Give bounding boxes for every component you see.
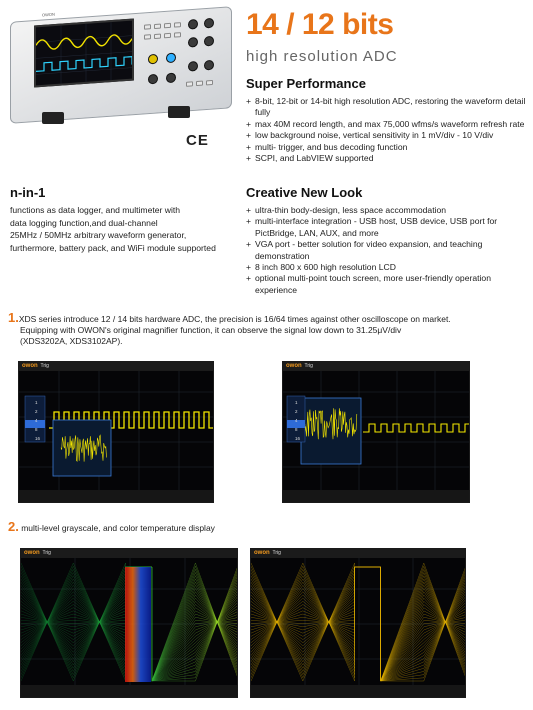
control-panel — [140, 13, 226, 105]
scope-statusbar — [19, 490, 213, 502]
list-item: + max 40M record length, and max 75,000 wfms/s waveform refresh rate — [246, 118, 525, 129]
list-item: + low background noise, vertical sensitivity in 1 mV/div - 10 V/div — [246, 130, 494, 141]
zoom-menu: 1 2 4 8 16 — [35, 400, 41, 441]
super-performance-title: Super Performance — [246, 76, 366, 91]
device-screen — [34, 19, 134, 88]
list-item: + multi- trigger, and bus decoding function — [246, 141, 408, 152]
creative-look-list — [246, 205, 528, 296]
list-item: + optional multi-point touch screen, more user-friendly operation experience — [246, 273, 491, 295]
note-number: 1. — [8, 310, 19, 325]
list-item: + SCPI, and LabVIEW supported — [246, 153, 374, 164]
oscilloscope-product-image — [8, 8, 236, 126]
scope-statusbar — [21, 685, 237, 697]
scope-screen-magnifier-zoomed — [282, 361, 470, 503]
note-2: 2. multi-level grayscale, and color temperature display — [8, 519, 215, 534]
scope-screen-color-temperature — [20, 548, 238, 698]
device-foot — [42, 112, 64, 124]
creative-look-title: Creative New Look — [246, 185, 363, 200]
device-brand-label: OWON — [42, 11, 55, 18]
list-item: + 8 inch 800 x 600 high resolution LCD — [246, 262, 396, 273]
scope-topbar: owon Trig — [21, 549, 237, 558]
scope-statusbar — [251, 685, 465, 697]
ce-mark: CE — [186, 132, 209, 149]
zoom-menu: 1 2 4 8 16 — [295, 400, 301, 441]
device-foot — [168, 106, 190, 118]
page-title: 14 / 12 bits — [246, 8, 394, 41]
scope-statusbar — [283, 490, 469, 502]
scope-topbar: owon Trig — [19, 362, 213, 371]
scope-topbar: owon Trig — [283, 362, 469, 371]
page-subtitle: high resolution ADC — [246, 48, 398, 65]
list-item: + 8-bit, 12-bit or 14-bit high resolution ADC, restoring the waveform detail fully — [246, 96, 526, 118]
scope-screen-grayscale — [250, 548, 466, 698]
list-item: + ultra-thin body-design, less space accommodation — [246, 205, 447, 215]
note-number: 2. — [8, 519, 19, 534]
n-in-1-title: n-in-1 — [10, 185, 46, 200]
n-in-1-text: functions as data logger, and multimeter with data logging function,and dual-channel 25MHz / 50MHz arbitrary waveform generator, furthermore, battery pack, and WiFi module supported — [10, 205, 216, 253]
scope-screen-magnifier — [18, 361, 214, 503]
note-1: 1.XDS series introduce 12 / 14 bits hardware ADC, the precision is 16/64 times against other oscilloscope on market. Equipping with OWON's original magnifier function, it can observe the signal low down to 31.25μV/div (XDS3202A, XDS3102AP). — [8, 310, 451, 347]
super-performance-list — [246, 96, 528, 164]
list-item: + multi-interface integration - USB host, USB device, USB port for PictBridge, LAN, AUX, and more — [246, 216, 498, 238]
list-item: + VGA port - better solution for video expansion, and teaching demonstration — [246, 239, 483, 261]
scope-topbar: owon Trig — [251, 549, 465, 558]
